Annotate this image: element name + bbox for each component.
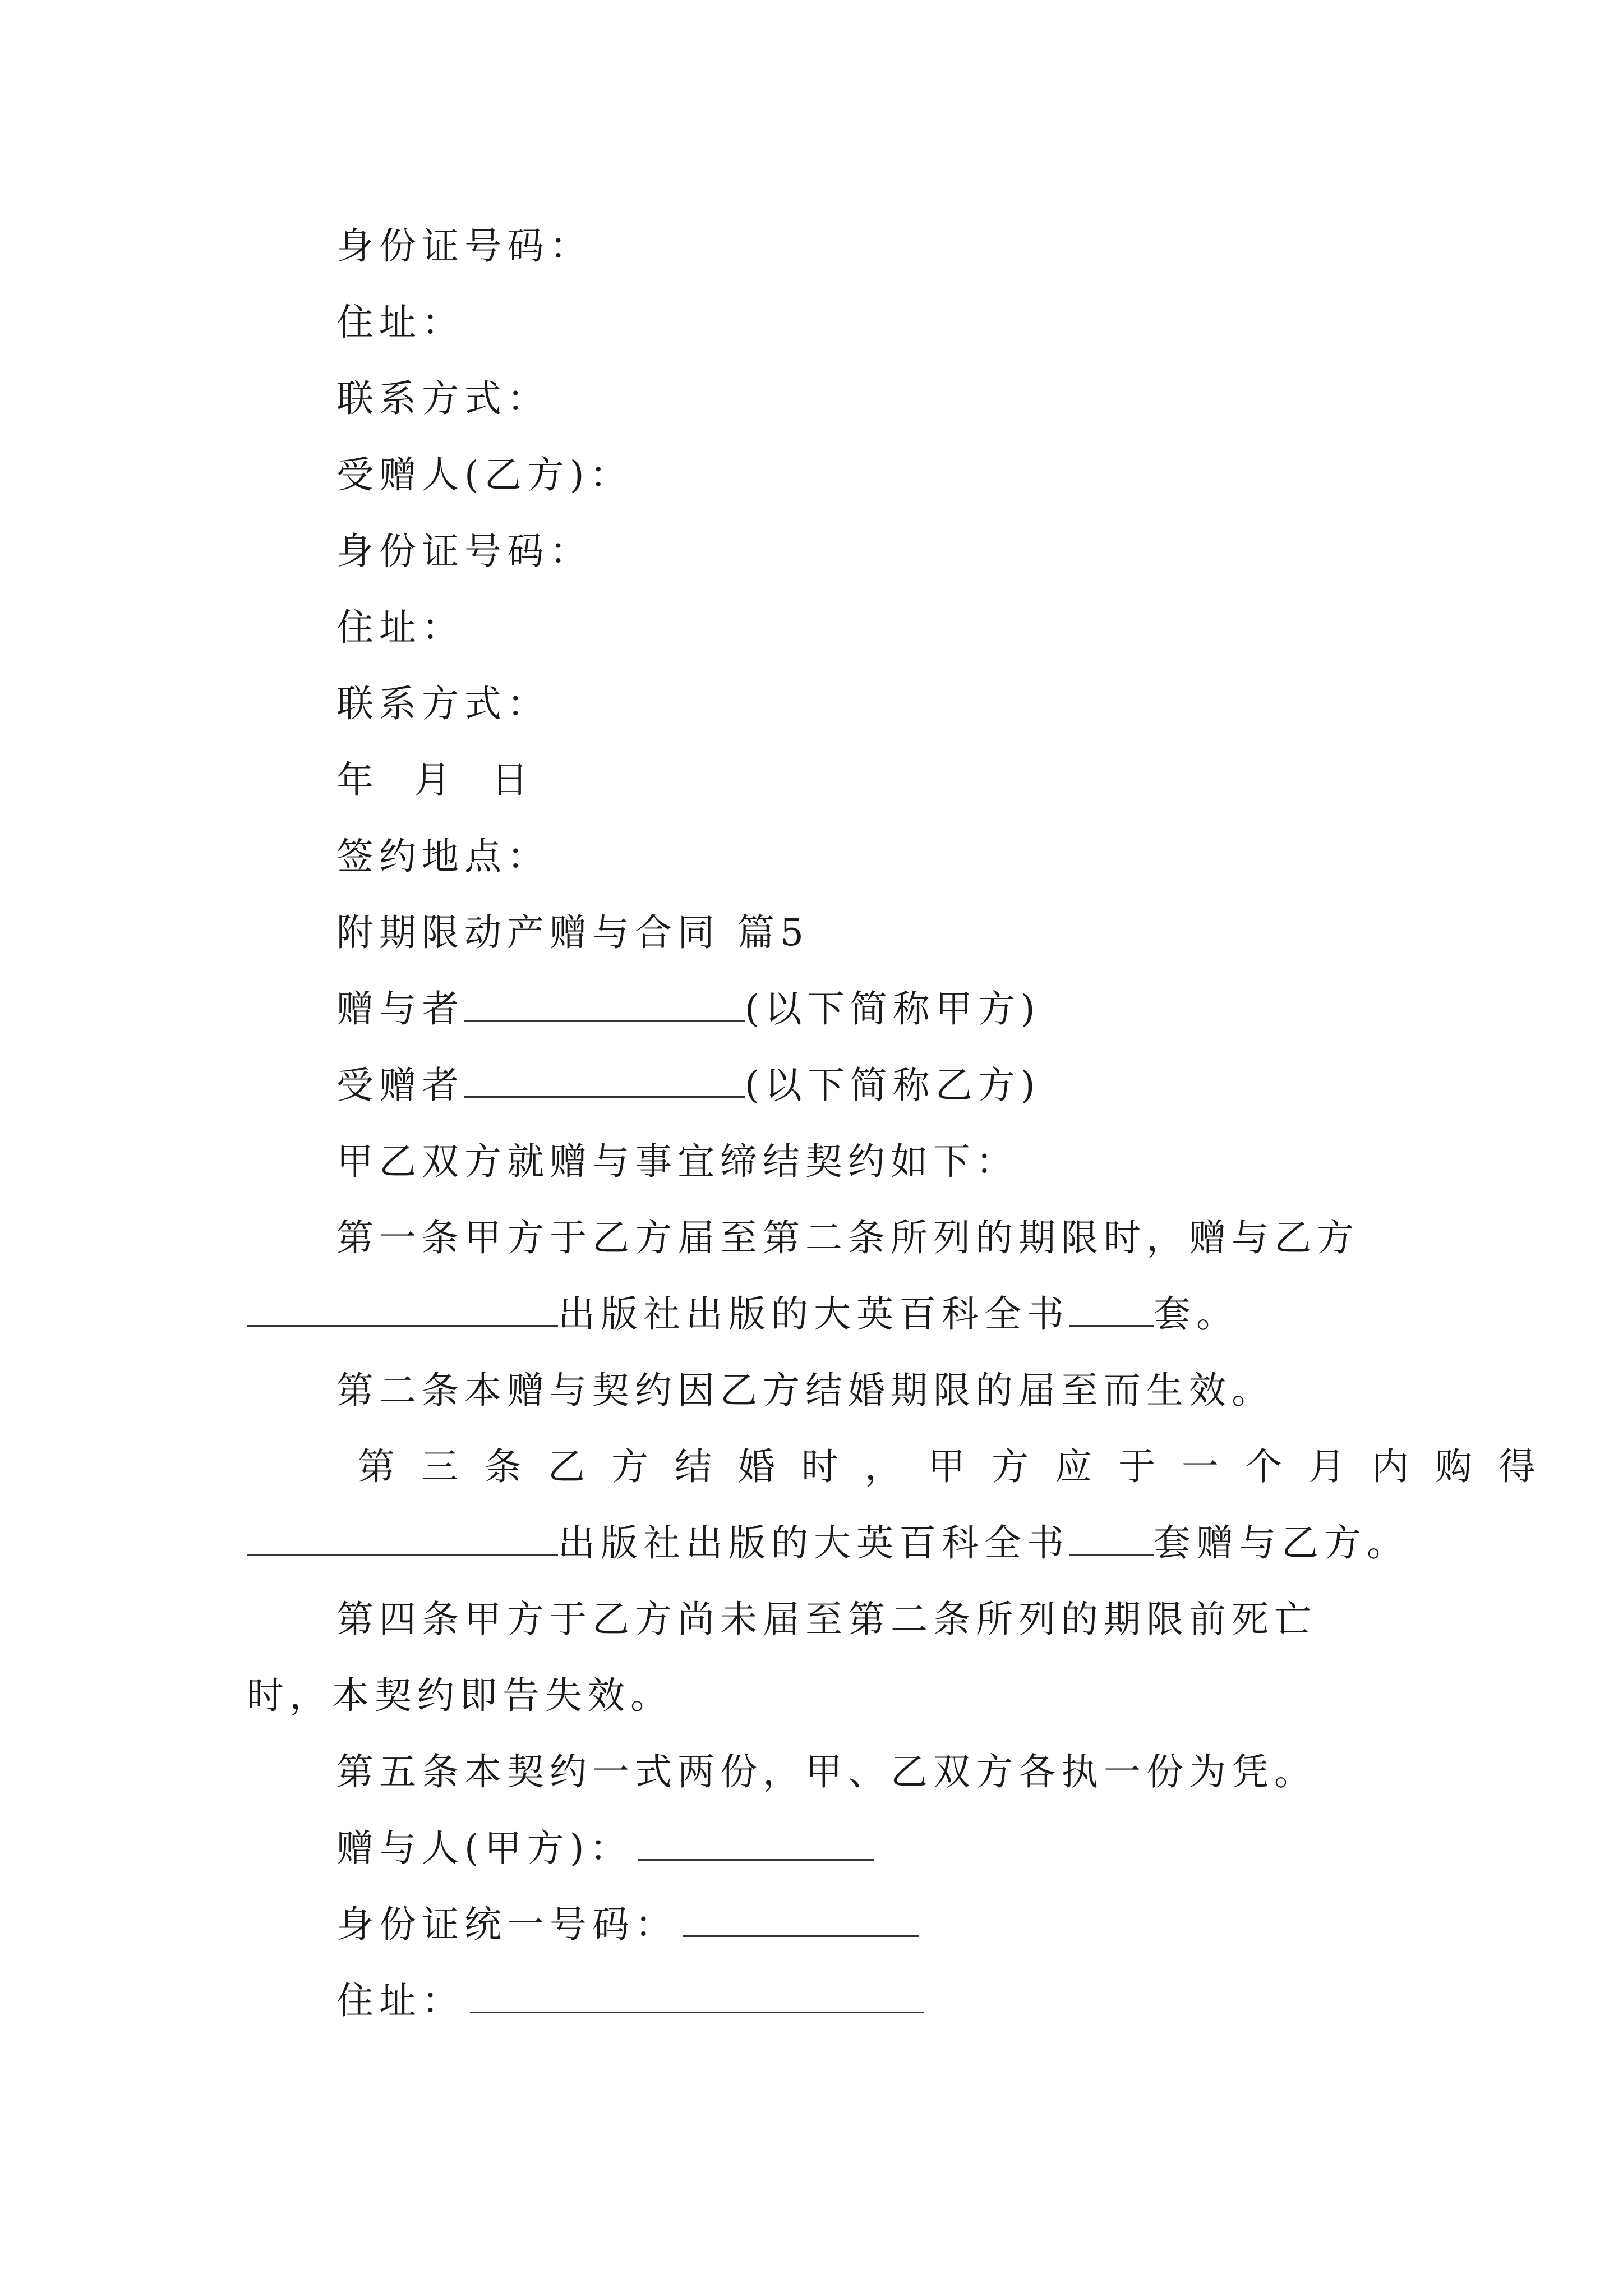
section-title: 附期限动产赠与合同 篇5 — [336, 911, 809, 954]
publisher-blank-1 — [247, 1291, 558, 1327]
donor-blank — [464, 986, 745, 1022]
article-3-end: 套赠与乙方。 — [1154, 1521, 1409, 1565]
donor-address-label: 住址： — [336, 301, 464, 344]
signing-place-label: 签约地点： — [336, 835, 550, 878]
donor-note: (以下简称甲方) — [745, 987, 1041, 1030]
article-2: 第二条本赠与契约因乙方结婚期限的届至而生效。 — [336, 1369, 1274, 1412]
article-5: 第五条本契约一式两份，甲、乙双方各执一份为凭。 — [336, 1750, 1317, 1793]
recipient-blank — [464, 1062, 745, 1098]
address-line — [336, 1962, 924, 2039]
article-1-line-2 — [247, 1276, 1239, 1352]
id-number-label: 身份证统一号码： — [336, 1903, 677, 1946]
recipient-line — [336, 1047, 1041, 1124]
donor-sign-line — [336, 1810, 874, 1887]
article-1-line-1: 第一条甲方于乙方届至第二条所列的期限时，赠与乙方 — [336, 1216, 1359, 1259]
recipient-contact-label: 联系方式： — [336, 682, 550, 725]
donor-sign-blank — [638, 1825, 874, 1861]
date-line: 年 月 日 — [336, 758, 534, 802]
article-3-line-2 — [247, 1504, 1409, 1581]
donor-id-number-label: 身份证号码： — [336, 224, 592, 268]
donor-label: 赠与者 — [336, 987, 464, 1030]
donor-sign-label: 赠与人(甲方)： — [336, 1826, 633, 1870]
article-1-text: 出版社出版的大英百科全书 — [558, 1292, 1069, 1336]
article-3-text: 出版社出版的大英百科全书 — [558, 1521, 1069, 1565]
id-number-line — [336, 1886, 919, 1963]
address-label: 住址： — [336, 1979, 464, 2022]
sets-blank-2 — [1069, 1520, 1154, 1556]
recipient-label-2: 受赠者 — [336, 1064, 464, 1107]
article-4-line-1: 第四条甲方于乙方尚未届至第二条所列的期限前死亡 — [336, 1598, 1317, 1641]
sets-blank-1 — [1069, 1291, 1154, 1327]
donor-line — [336, 970, 1041, 1047]
article-4-line-2: 时，本契约即告失效。 — [247, 1674, 673, 1717]
id-number-blank — [683, 1902, 919, 1937]
publisher-blank-2 — [247, 1520, 558, 1556]
recipient-id-number-label: 身份证号码： — [336, 530, 592, 573]
intro-clause: 甲乙双方就赠与事宜缔结契约如下： — [336, 1140, 1018, 1183]
address-blank — [470, 1978, 924, 2013]
recipient-label: 受赠人(乙方)： — [336, 453, 633, 496]
article-3-line-1: 第三条乙方结婚时，甲方应于一个月内购得 — [358, 1445, 1562, 1488]
article-1-end: 套。 — [1154, 1292, 1239, 1336]
donor-contact-label: 联系方式： — [336, 377, 550, 420]
recipient-address-label: 住址： — [336, 606, 464, 649]
recipient-note: (以下简称乙方) — [745, 1064, 1041, 1107]
